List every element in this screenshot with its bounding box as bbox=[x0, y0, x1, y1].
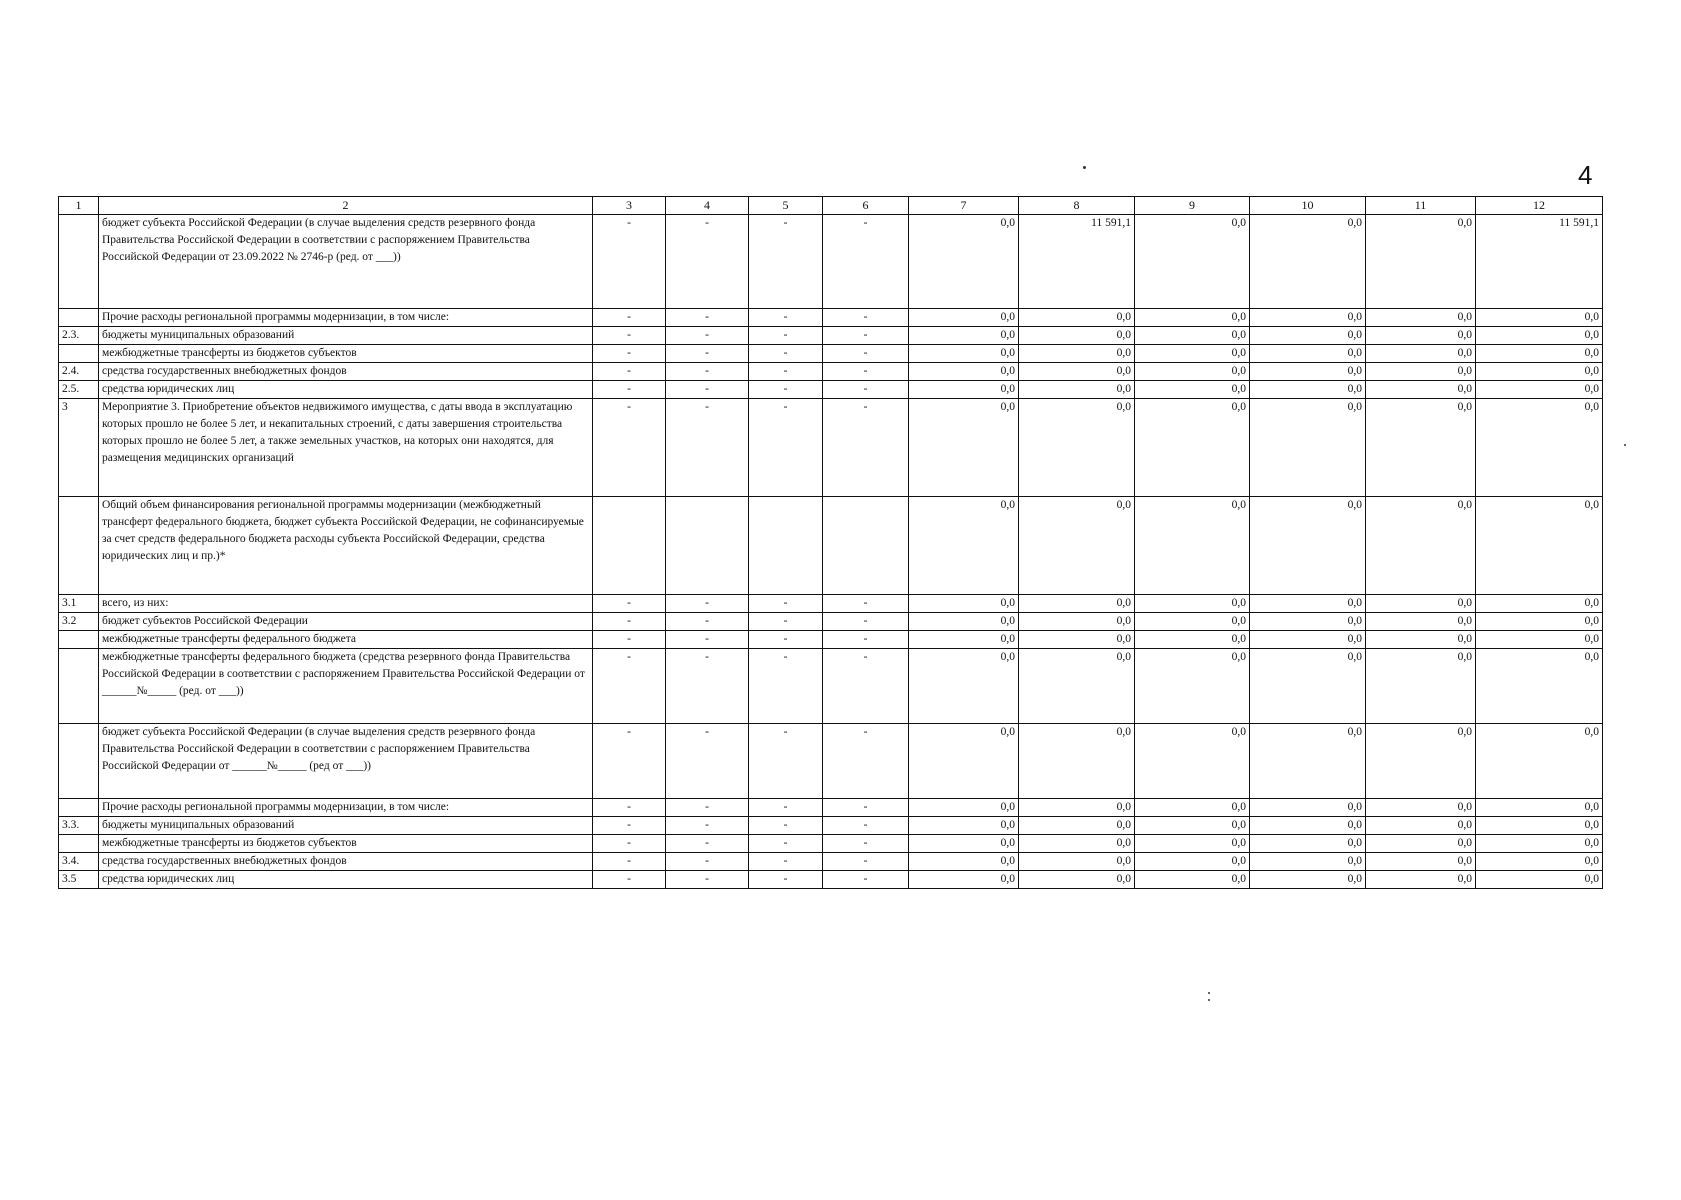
dash-cell: - bbox=[823, 835, 909, 853]
dash-cell: - bbox=[666, 345, 749, 363]
dash-cell: - bbox=[593, 649, 666, 724]
scan-speck bbox=[1208, 992, 1210, 994]
dash-cell: - bbox=[823, 327, 909, 345]
value-cell: 0,0 bbox=[1135, 871, 1250, 889]
value-cell: 0,0 bbox=[909, 215, 1019, 309]
dash-cell: - bbox=[666, 853, 749, 871]
value-cell: 0,0 bbox=[1135, 381, 1250, 399]
value-cell: 0,0 bbox=[909, 817, 1019, 835]
value-cell: 0,0 bbox=[1366, 497, 1476, 595]
value-cell: 0,0 bbox=[1019, 497, 1135, 595]
value-cell: 0,0 bbox=[1250, 835, 1366, 853]
dash-cell: - bbox=[749, 724, 823, 799]
dash-cell: - bbox=[823, 724, 909, 799]
row-number-cell bbox=[59, 631, 99, 649]
row-number-cell bbox=[59, 724, 99, 799]
header-row bbox=[59, 197, 1603, 215]
value-cell: 0,0 bbox=[1250, 853, 1366, 871]
value-cell: 0,0 bbox=[1476, 595, 1603, 613]
row-number-cell: 2.4. bbox=[59, 363, 99, 381]
dash-cell: - bbox=[823, 817, 909, 835]
value-cell: 0,0 bbox=[1366, 595, 1476, 613]
dash-cell: - bbox=[749, 871, 823, 889]
dash-cell: - bbox=[823, 799, 909, 817]
value-cell: 11 591,1 bbox=[1019, 215, 1135, 309]
table-row bbox=[59, 595, 1603, 613]
row-description-cell: межбюджетные трансферты из бюджетов субъектов bbox=[99, 345, 593, 363]
column-header: 12 bbox=[1476, 197, 1603, 215]
column-header: 9 bbox=[1135, 197, 1250, 215]
dash-cell: - bbox=[749, 835, 823, 853]
budget-table bbox=[58, 196, 1603, 889]
value-cell: 0,0 bbox=[909, 363, 1019, 381]
dash-cell: - bbox=[823, 399, 909, 497]
value-cell: 0,0 bbox=[909, 497, 1019, 595]
row-number-cell: 3.4. bbox=[59, 853, 99, 871]
value-cell: 0,0 bbox=[1135, 835, 1250, 853]
value-cell: 0,0 bbox=[1476, 309, 1603, 327]
scan-speck bbox=[1624, 444, 1626, 446]
dash-cell: - bbox=[593, 799, 666, 817]
dash-cell: - bbox=[749, 817, 823, 835]
row-number-cell bbox=[59, 835, 99, 853]
dash-cell: - bbox=[593, 724, 666, 799]
row-description-cell: средства государственных внебюджетных фондов bbox=[99, 853, 593, 871]
value-cell: 0,0 bbox=[1135, 613, 1250, 631]
table-row bbox=[59, 215, 1603, 309]
dash-cell: - bbox=[593, 871, 666, 889]
value-cell: 0,0 bbox=[909, 799, 1019, 817]
row-description-cell: бюджеты муниципальных образований bbox=[99, 327, 593, 345]
value-cell: 0,0 bbox=[1019, 631, 1135, 649]
value-cell: 11 591,1 bbox=[1476, 215, 1603, 309]
value-cell: 0,0 bbox=[1019, 649, 1135, 724]
value-cell: 0,0 bbox=[1476, 817, 1603, 835]
dash-cell: - bbox=[666, 613, 749, 631]
dash-cell bbox=[749, 497, 823, 595]
value-cell: 0,0 bbox=[1135, 345, 1250, 363]
table-row bbox=[59, 835, 1603, 853]
row-description-cell: Общий объем финансирования региональной программы модернизации (межбюджетный трансферт федерального бюджета, бюджет субъекта Российской Федерации, не софинансируемые за счет средств федерального бюджета расходы субъекта Российской Федерации, средства юридических лиц и пр.)* bbox=[99, 497, 593, 595]
dash-cell bbox=[593, 497, 666, 595]
table-row bbox=[59, 363, 1603, 381]
row-description-cell: средства государственных внебюджетных фондов bbox=[99, 363, 593, 381]
dash-cell: - bbox=[823, 853, 909, 871]
value-cell: 0,0 bbox=[1019, 381, 1135, 399]
dash-cell: - bbox=[823, 595, 909, 613]
value-cell: 0,0 bbox=[1250, 215, 1366, 309]
column-header: 5 bbox=[749, 197, 823, 215]
dash-cell: - bbox=[593, 399, 666, 497]
value-cell: 0,0 bbox=[1250, 309, 1366, 327]
value-cell: 0,0 bbox=[909, 724, 1019, 799]
value-cell: 0,0 bbox=[909, 399, 1019, 497]
table-row bbox=[59, 799, 1603, 817]
value-cell: 0,0 bbox=[1476, 853, 1603, 871]
value-cell: 0,0 bbox=[1250, 327, 1366, 345]
table-row bbox=[59, 345, 1603, 363]
value-cell: 0,0 bbox=[1476, 327, 1603, 345]
page-number: 4 bbox=[1578, 160, 1593, 190]
value-cell: 0,0 bbox=[1366, 649, 1476, 724]
scan-speck bbox=[1083, 166, 1086, 169]
value-cell: 0,0 bbox=[1135, 631, 1250, 649]
row-number-cell bbox=[59, 309, 99, 327]
table-row bbox=[59, 853, 1603, 871]
value-cell: 0,0 bbox=[909, 595, 1019, 613]
row-description-cell: Прочие расходы региональной программы модернизации, в том числе: bbox=[99, 309, 593, 327]
value-cell: 0,0 bbox=[1250, 724, 1366, 799]
value-cell: 0,0 bbox=[909, 327, 1019, 345]
row-number-cell bbox=[59, 497, 99, 595]
value-cell: 0,0 bbox=[1019, 799, 1135, 817]
dash-cell: - bbox=[666, 724, 749, 799]
table-row bbox=[59, 724, 1603, 799]
column-header: 1 bbox=[59, 197, 99, 215]
dash-cell: - bbox=[823, 871, 909, 889]
table-row bbox=[59, 817, 1603, 835]
dash-cell: - bbox=[823, 649, 909, 724]
dash-cell: - bbox=[749, 215, 823, 309]
dash-cell: - bbox=[666, 381, 749, 399]
column-header: 10 bbox=[1250, 197, 1366, 215]
value-cell: 0,0 bbox=[1019, 309, 1135, 327]
dash-cell: - bbox=[823, 215, 909, 309]
dash-cell: - bbox=[666, 649, 749, 724]
value-cell: 0,0 bbox=[1476, 871, 1603, 889]
value-cell: 0,0 bbox=[1476, 399, 1603, 497]
dash-cell: - bbox=[749, 363, 823, 381]
row-description-cell: средства юридических лиц bbox=[99, 871, 593, 889]
row-description-cell: бюджет субъекта Российской Федерации (в случае выделения средств резервного фонда Правительства Российской Федерации в соответствии с распоряжением Правительства Российской Федерации от ______№_____ (ред от ___)) bbox=[99, 724, 593, 799]
value-cell: 0,0 bbox=[1135, 595, 1250, 613]
value-cell: 0,0 bbox=[909, 871, 1019, 889]
value-cell: 0,0 bbox=[1476, 631, 1603, 649]
dash-cell: - bbox=[666, 799, 749, 817]
value-cell: 0,0 bbox=[1250, 363, 1366, 381]
dash-cell: - bbox=[749, 631, 823, 649]
dash-cell: - bbox=[823, 631, 909, 649]
value-cell: 0,0 bbox=[1135, 309, 1250, 327]
value-cell: 0,0 bbox=[1135, 799, 1250, 817]
value-cell: 0,0 bbox=[1366, 853, 1476, 871]
dash-cell: - bbox=[666, 363, 749, 381]
value-cell: 0,0 bbox=[1250, 381, 1366, 399]
dash-cell: - bbox=[666, 399, 749, 497]
dash-cell: - bbox=[749, 327, 823, 345]
dash-cell: - bbox=[593, 613, 666, 631]
row-number-cell bbox=[59, 799, 99, 817]
value-cell: 0,0 bbox=[909, 613, 1019, 631]
row-description-cell: межбюджетные трансферты федерального бюджета (средства резервного фонда Правительства Российской Федерации в соответствии с распоряжением Правительства Российской Федерации от ______№_____ (ред. от ___)) bbox=[99, 649, 593, 724]
row-number-cell: 3.5 bbox=[59, 871, 99, 889]
value-cell: 0,0 bbox=[1366, 613, 1476, 631]
value-cell: 0,0 bbox=[1135, 363, 1250, 381]
value-cell: 0,0 bbox=[1135, 853, 1250, 871]
dash-cell: - bbox=[666, 215, 749, 309]
dash-cell: - bbox=[749, 853, 823, 871]
value-cell: 0,0 bbox=[1366, 215, 1476, 309]
table-row bbox=[59, 649, 1603, 724]
dash-cell: - bbox=[666, 871, 749, 889]
value-cell: 0,0 bbox=[1019, 399, 1135, 497]
dash-cell: - bbox=[823, 363, 909, 381]
dash-cell: - bbox=[666, 309, 749, 327]
value-cell: 0,0 bbox=[1366, 327, 1476, 345]
value-cell: 0,0 bbox=[909, 381, 1019, 399]
row-description-cell: бюджет субъекта Российской Федерации (в случае выделения средств резервного фонда Правительства Российской Федерации в соответствии с распоряжением Правительства Российской Федерации от 23.09.2022 № 2746-р (ред. от ___)) bbox=[99, 215, 593, 309]
value-cell: 0,0 bbox=[1135, 817, 1250, 835]
value-cell: 0,0 bbox=[1019, 724, 1135, 799]
dash-cell: - bbox=[593, 853, 666, 871]
value-cell: 0,0 bbox=[1250, 649, 1366, 724]
value-cell: 0,0 bbox=[1019, 595, 1135, 613]
column-header: 6 bbox=[823, 197, 909, 215]
table-row bbox=[59, 309, 1603, 327]
dash-cell: - bbox=[593, 363, 666, 381]
row-number-cell: 2.5. bbox=[59, 381, 99, 399]
dash-cell: - bbox=[749, 345, 823, 363]
table-row bbox=[59, 381, 1603, 399]
value-cell: 0,0 bbox=[1250, 595, 1366, 613]
value-cell: 0,0 bbox=[1135, 399, 1250, 497]
table-row bbox=[59, 327, 1603, 345]
table-row bbox=[59, 399, 1603, 497]
row-description-cell: Мероприятие 3. Приобретение объектов недвижимого имущества, с даты ввода в эксплуатацию которых прошло не более 5 лет, и некапитальных строений, с даты завершения строительства которых прошло не более 5 лет, а также земельных участков, на которых они находятся, для размещения медицинских организаций bbox=[99, 399, 593, 497]
value-cell: 0,0 bbox=[1250, 497, 1366, 595]
value-cell: 0,0 bbox=[909, 853, 1019, 871]
value-cell: 0,0 bbox=[1019, 871, 1135, 889]
row-description-cell: бюджеты муниципальных образований bbox=[99, 817, 593, 835]
value-cell: 0,0 bbox=[909, 649, 1019, 724]
value-cell: 0,0 bbox=[1019, 817, 1135, 835]
dash-cell: - bbox=[823, 381, 909, 399]
value-cell: 0,0 bbox=[1476, 724, 1603, 799]
value-cell: 0,0 bbox=[1135, 215, 1250, 309]
value-cell: 0,0 bbox=[1366, 309, 1476, 327]
value-cell: 0,0 bbox=[1250, 613, 1366, 631]
row-number-cell: 3 bbox=[59, 399, 99, 497]
row-number-cell: 2.3. bbox=[59, 327, 99, 345]
row-number-cell bbox=[59, 649, 99, 724]
dash-cell: - bbox=[749, 799, 823, 817]
dash-cell: - bbox=[666, 631, 749, 649]
column-header: 3 bbox=[593, 197, 666, 215]
value-cell: 0,0 bbox=[909, 309, 1019, 327]
row-description-cell: Прочие расходы региональной программы модернизации, в том числе: bbox=[99, 799, 593, 817]
dash-cell: - bbox=[823, 613, 909, 631]
column-header: 7 bbox=[909, 197, 1019, 215]
value-cell: 0,0 bbox=[1250, 871, 1366, 889]
dash-cell: - bbox=[749, 309, 823, 327]
row-number-cell: 3.2 bbox=[59, 613, 99, 631]
table-row bbox=[59, 631, 1603, 649]
row-number-cell: 3.1 bbox=[59, 595, 99, 613]
value-cell: 0,0 bbox=[1476, 649, 1603, 724]
value-cell: 0,0 bbox=[1366, 835, 1476, 853]
table-row bbox=[59, 497, 1603, 595]
value-cell: 0,0 bbox=[1019, 345, 1135, 363]
dash-cell: - bbox=[749, 649, 823, 724]
dash-cell: - bbox=[666, 595, 749, 613]
dash-cell: - bbox=[666, 327, 749, 345]
value-cell: 0,0 bbox=[1476, 835, 1603, 853]
dash-cell: - bbox=[593, 381, 666, 399]
value-cell: 0,0 bbox=[1366, 381, 1476, 399]
row-number-cell bbox=[59, 345, 99, 363]
row-number-cell bbox=[59, 215, 99, 309]
value-cell: 0,0 bbox=[1135, 497, 1250, 595]
value-cell: 0,0 bbox=[1476, 381, 1603, 399]
value-cell: 0,0 bbox=[1135, 649, 1250, 724]
column-header: 4 bbox=[666, 197, 749, 215]
dash-cell: - bbox=[593, 817, 666, 835]
dash-cell: - bbox=[593, 345, 666, 363]
value-cell: 0,0 bbox=[1019, 853, 1135, 871]
value-cell: 0,0 bbox=[1135, 724, 1250, 799]
value-cell: 0,0 bbox=[1366, 345, 1476, 363]
dash-cell: - bbox=[593, 309, 666, 327]
value-cell: 0,0 bbox=[1366, 399, 1476, 497]
dash-cell bbox=[666, 497, 749, 595]
row-description-cell: межбюджетные трансферты федерального бюджета bbox=[99, 631, 593, 649]
table-row bbox=[59, 871, 1603, 889]
value-cell: 0,0 bbox=[1366, 817, 1476, 835]
value-cell: 0,0 bbox=[1019, 327, 1135, 345]
row-description-cell: межбюджетные трансферты из бюджетов субъектов bbox=[99, 835, 593, 853]
dash-cell: - bbox=[666, 817, 749, 835]
dash-cell: - bbox=[593, 631, 666, 649]
dash-cell: - bbox=[593, 327, 666, 345]
value-cell: 0,0 bbox=[909, 631, 1019, 649]
value-cell: 0,0 bbox=[1250, 817, 1366, 835]
value-cell: 0,0 bbox=[909, 345, 1019, 363]
value-cell: 0,0 bbox=[1366, 363, 1476, 381]
dash-cell: - bbox=[749, 613, 823, 631]
column-header: 2 bbox=[99, 197, 593, 215]
value-cell: 0,0 bbox=[1250, 399, 1366, 497]
value-cell: 0,0 bbox=[1250, 345, 1366, 363]
value-cell: 0,0 bbox=[1135, 327, 1250, 345]
dash-cell: - bbox=[749, 399, 823, 497]
dash-cell: - bbox=[666, 835, 749, 853]
value-cell: 0,0 bbox=[1476, 345, 1603, 363]
dash-cell: - bbox=[749, 381, 823, 399]
value-cell: 0,0 bbox=[1019, 835, 1135, 853]
row-description-cell: всего, из них: bbox=[99, 595, 593, 613]
scan-speck bbox=[1208, 999, 1210, 1001]
column-header: 11 bbox=[1366, 197, 1476, 215]
dash-cell: - bbox=[823, 309, 909, 327]
value-cell: 0,0 bbox=[1250, 799, 1366, 817]
value-cell: 0,0 bbox=[1476, 363, 1603, 381]
dash-cell: - bbox=[593, 595, 666, 613]
value-cell: 0,0 bbox=[1250, 631, 1366, 649]
table-row bbox=[59, 613, 1603, 631]
value-cell: 0,0 bbox=[1476, 613, 1603, 631]
row-number-cell: 3.3. bbox=[59, 817, 99, 835]
value-cell: 0,0 bbox=[1366, 799, 1476, 817]
value-cell: 0,0 bbox=[1366, 871, 1476, 889]
column-header: 8 bbox=[1019, 197, 1135, 215]
dash-cell: - bbox=[823, 345, 909, 363]
row-description-cell: бюджет субъектов Российской Федерации bbox=[99, 613, 593, 631]
value-cell: 0,0 bbox=[1019, 613, 1135, 631]
value-cell: 0,0 bbox=[1476, 799, 1603, 817]
dash-cell: - bbox=[593, 215, 666, 309]
value-cell: 0,0 bbox=[1476, 497, 1603, 595]
dash-cell: - bbox=[593, 835, 666, 853]
value-cell: 0,0 bbox=[1366, 724, 1476, 799]
value-cell: 0,0 bbox=[909, 835, 1019, 853]
row-description-cell: средства юридических лиц bbox=[99, 381, 593, 399]
value-cell: 0,0 bbox=[1366, 631, 1476, 649]
dash-cell: - bbox=[749, 595, 823, 613]
value-cell: 0,0 bbox=[1019, 363, 1135, 381]
dash-cell bbox=[823, 497, 909, 595]
